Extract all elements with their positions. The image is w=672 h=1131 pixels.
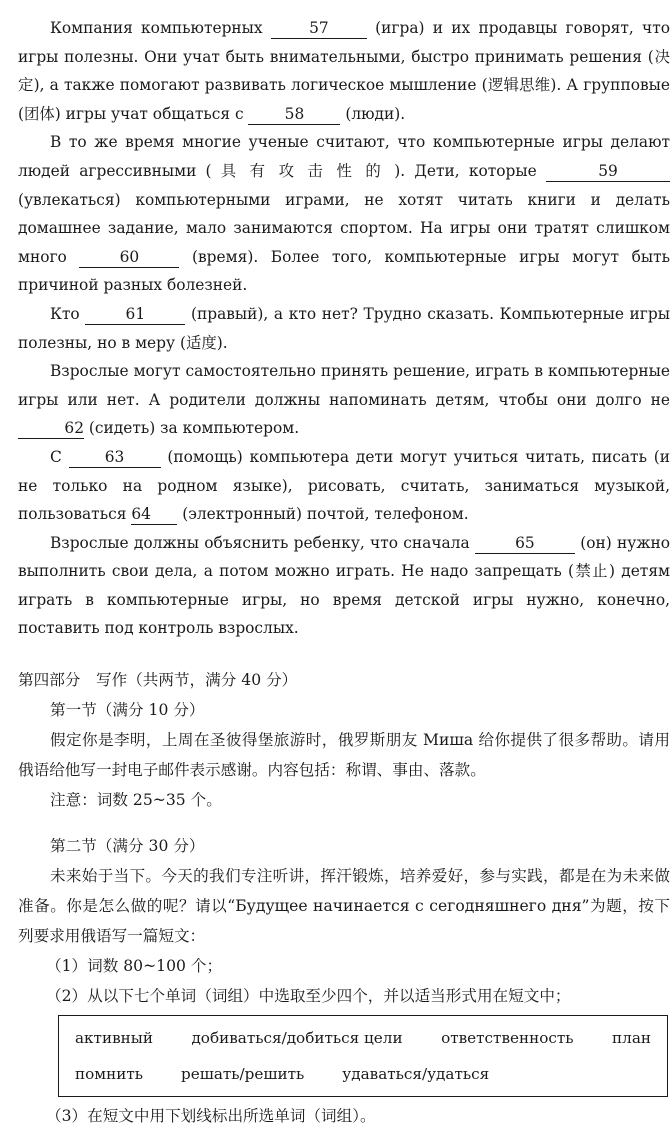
section1-task: 假定你是李明，上周在圣彼得堡旅游时，俄罗斯朋友 Миша 给你提供了很多帮助。请用俄语给他写一封电子邮件表示感谢。内容包括：称谓、事由、落款。: [18, 731, 670, 780]
word-item: удаваться/удаться: [342, 1065, 490, 1084]
paragraph-6: Взрослые должны объяснить ребенку, что сначала 65 (он) нужно выполнить свои дела, а потом можно играть. Не надо запрещать (禁止) детям играть в компьютерные игры, но время детской игры нужно, конечно, поставить под контроль взрослых.: [18, 533, 670, 638]
requirement-3: （3）在短文中用下划线标出所选单词（词组）。: [46, 1107, 376, 1126]
blank-59: 59: [546, 161, 670, 182]
blank-60: 60: [79, 247, 179, 268]
blank-65: 65: [475, 533, 575, 554]
paragraph-5: С 63 (помощь) компьютера дети могут учиться читать, писать (и не только на родном языке), рисовать, считать, заниматься музыкой, пользоваться 64 (электронный) почтой, телефоном.: [18, 447, 670, 524]
paragraph-2: В то же время многие ученые считают, что компьютерные игры делают людей агрессивными ( 具 有 攻 击 性 的 ). Дети, которые 59 (увлекаться) компьютерными играми, не хотят читать книги и делать домашнее задание, мало занимаются спортом. На игры они тратят слишком много 60 (время). Более того, компьютерные игры могут быть причиной разных болезней.: [18, 133, 670, 295]
word-item: активный: [75, 1029, 153, 1048]
paragraph-4: Взрослые могут самостоятельно принять решение, играть в компьютерные игры или нет. А родители должны напоминать детям, чтобы они долго не 62 (сидеть) за компьютером.: [18, 362, 670, 438]
part4-heading: 第四部分 写作（共两节，满分 40 分）: [18, 671, 298, 690]
word-item: добиваться/добиться цели: [191, 1029, 403, 1048]
blank-62: 62: [18, 418, 84, 439]
word-item: решать/решить: [181, 1065, 305, 1084]
requirement-2: （2）从以下七个单词（词组）中选取至少四个，并以适当形式用在短文中；: [46, 987, 571, 1006]
paragraph-1: Компания компьютерных 57 (игра) и их продавцы говорят, что игры полезны. Они учат быть внимательными, быстро принимать решения (决定), а также помогают развивать логическое мышление (逻辑思维). А групповые (团体) игры учат общаться с 58 (люди).: [18, 19, 670, 123]
section1-note: 注意：词数 25~35 个。: [50, 791, 222, 810]
blank-64: 64: [131, 504, 177, 525]
section1-title: 第一节（满分 10 分）: [50, 701, 205, 720]
blank-61: 61: [85, 304, 185, 325]
word-row-2: [75, 1056, 651, 1092]
exam-page: [18, 14, 670, 1131]
word-item: ответственность: [441, 1029, 574, 1048]
word-row-1: [75, 1020, 651, 1056]
paragraph-3: Кто 61 (правый), а кто нет? Трудно сказать. Компьютерные игры полезны, но в меру (适度).: [18, 304, 670, 352]
blank-57: 57: [271, 18, 367, 39]
word-list-box: [58, 1015, 668, 1097]
word-item: план: [612, 1029, 651, 1048]
requirement-1: （1）词数 80~100 个；: [46, 957, 223, 976]
blank-63: 63: [69, 447, 161, 468]
section2-task: 未来始于当下。今天的我们专注听讲，挥汗锻炼，培养爱好，参与实践，都是在为未来做准备。你是怎么做的呢？请以“Будущее начинается с сегодняшнего дня”为题，按下列要求用俄语写一篇短文：: [18, 867, 670, 946]
word-item: помнить: [75, 1065, 143, 1084]
section2-title: 第二节（满分 30 分）: [50, 837, 205, 856]
blank-58: 58: [248, 104, 340, 125]
